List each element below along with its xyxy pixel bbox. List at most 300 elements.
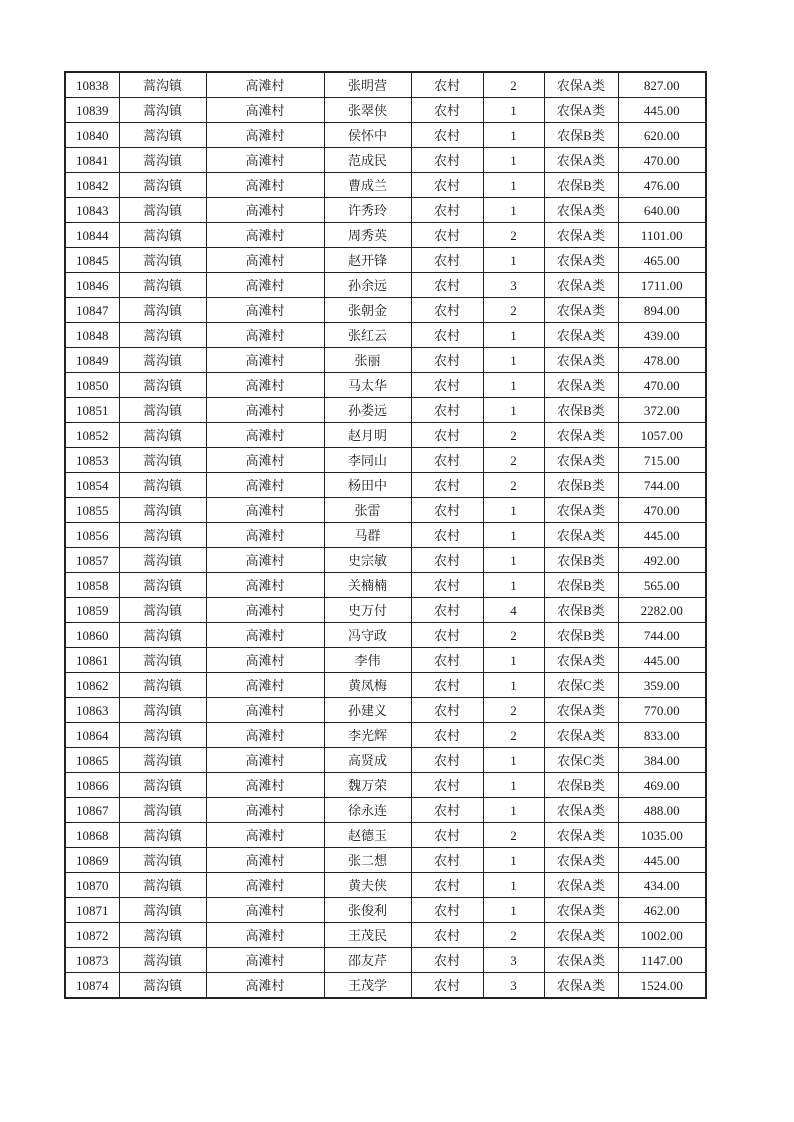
table-row — [65, 473, 706, 498]
insurance-category-cell: 农保B类 — [544, 473, 618, 498]
person-count-cell: 1 — [483, 773, 544, 798]
person-count-cell: 3 — [483, 973, 544, 999]
table-row — [65, 698, 706, 723]
residence-type-cell: 农村 — [411, 173, 483, 198]
amount-cell: 744.00 — [618, 473, 706, 498]
person-count-cell: 1 — [483, 173, 544, 198]
town-cell: 蒿沟镇 — [119, 798, 206, 823]
record-id-cell: 10859 — [65, 598, 119, 623]
village-cell: 高滩村 — [206, 98, 324, 123]
town-cell: 蒿沟镇 — [119, 323, 206, 348]
town-cell: 蒿沟镇 — [119, 473, 206, 498]
table-row — [65, 123, 706, 148]
residence-type-cell: 农村 — [411, 423, 483, 448]
town-cell: 蒿沟镇 — [119, 298, 206, 323]
record-id-cell: 10846 — [65, 273, 119, 298]
village-cell: 高滩村 — [206, 323, 324, 348]
insurance-category-cell: 农保A类 — [544, 723, 618, 748]
residence-type-cell: 农村 — [411, 798, 483, 823]
person-count-cell: 2 — [483, 623, 544, 648]
record-id-cell: 10863 — [65, 698, 119, 723]
village-cell: 高滩村 — [206, 873, 324, 898]
person-name-cell: 关楠楠 — [324, 573, 411, 598]
person-count-cell: 1 — [483, 648, 544, 673]
insurance-category-cell: 农保B类 — [544, 573, 618, 598]
insurance-category-cell: 农保A类 — [544, 498, 618, 523]
town-cell: 蒿沟镇 — [119, 598, 206, 623]
residence-type-cell: 农村 — [411, 523, 483, 548]
table-row — [65, 573, 706, 598]
table-row — [65, 873, 706, 898]
insurance-category-cell: 农保A类 — [544, 523, 618, 548]
village-cell: 高滩村 — [206, 248, 324, 273]
record-id-cell: 10874 — [65, 973, 119, 999]
insurance-category-cell: 农保A类 — [544, 198, 618, 223]
person-name-cell: 周秀英 — [324, 223, 411, 248]
person-name-cell: 马太华 — [324, 373, 411, 398]
residence-type-cell: 农村 — [411, 623, 483, 648]
person-count-cell: 2 — [483, 698, 544, 723]
residence-type-cell: 农村 — [411, 723, 483, 748]
village-cell: 高滩村 — [206, 423, 324, 448]
record-id-cell: 10851 — [65, 398, 119, 423]
person-count-cell: 2 — [483, 723, 544, 748]
table-row — [65, 948, 706, 973]
village-cell: 高滩村 — [206, 72, 324, 98]
person-count-cell: 3 — [483, 948, 544, 973]
table-row — [65, 748, 706, 773]
record-id-cell: 10862 — [65, 673, 119, 698]
person-name-cell: 魏万荣 — [324, 773, 411, 798]
village-cell: 高滩村 — [206, 623, 324, 648]
person-count-cell: 1 — [483, 98, 544, 123]
person-name-cell: 黄凤梅 — [324, 673, 411, 698]
person-name-cell: 侯怀中 — [324, 123, 411, 148]
record-id-cell: 10855 — [65, 498, 119, 523]
person-count-cell: 2 — [483, 448, 544, 473]
town-cell: 蒿沟镇 — [119, 623, 206, 648]
record-id-cell: 10870 — [65, 873, 119, 898]
insurance-category-cell: 农保A类 — [544, 448, 618, 473]
residence-type-cell: 农村 — [411, 448, 483, 473]
insurance-category-cell: 农保C类 — [544, 748, 618, 773]
amount-cell: 1002.00 — [618, 923, 706, 948]
person-name-cell: 李同山 — [324, 448, 411, 473]
village-cell: 高滩村 — [206, 673, 324, 698]
village-cell: 高滩村 — [206, 648, 324, 673]
person-name-cell: 赵月明 — [324, 423, 411, 448]
town-cell: 蒿沟镇 — [119, 898, 206, 923]
table-row — [65, 398, 706, 423]
residence-type-cell: 农村 — [411, 123, 483, 148]
person-name-cell: 张朝金 — [324, 298, 411, 323]
insurance-records-table — [64, 71, 707, 999]
record-id-cell: 10849 — [65, 348, 119, 373]
insurance-category-cell: 农保B类 — [544, 598, 618, 623]
residence-type-cell: 农村 — [411, 923, 483, 948]
village-cell: 高滩村 — [206, 798, 324, 823]
amount-cell: 439.00 — [618, 323, 706, 348]
person-name-cell: 张雷 — [324, 498, 411, 523]
record-id-cell: 10841 — [65, 148, 119, 173]
village-cell: 高滩村 — [206, 273, 324, 298]
insurance-category-cell: 农保A类 — [544, 373, 618, 398]
person-count-cell: 1 — [483, 873, 544, 898]
record-id-cell: 10844 — [65, 223, 119, 248]
insurance-category-cell: 农保B类 — [544, 123, 618, 148]
amount-cell: 445.00 — [618, 523, 706, 548]
record-id-cell: 10873 — [65, 948, 119, 973]
residence-type-cell: 农村 — [411, 648, 483, 673]
residence-type-cell: 农村 — [411, 948, 483, 973]
amount-cell: 372.00 — [618, 398, 706, 423]
table-row — [65, 923, 706, 948]
table-row — [65, 298, 706, 323]
person-name-cell: 赵德玉 — [324, 823, 411, 848]
residence-type-cell: 农村 — [411, 72, 483, 98]
person-name-cell: 王茂民 — [324, 923, 411, 948]
person-count-cell: 1 — [483, 248, 544, 273]
table-row — [65, 623, 706, 648]
insurance-category-cell: 农保A类 — [544, 348, 618, 373]
residence-type-cell: 农村 — [411, 973, 483, 999]
town-cell: 蒿沟镇 — [119, 423, 206, 448]
table-row — [65, 848, 706, 873]
town-cell: 蒿沟镇 — [119, 673, 206, 698]
amount-cell: 469.00 — [618, 773, 706, 798]
person-count-cell: 1 — [483, 573, 544, 598]
person-count-cell: 1 — [483, 373, 544, 398]
table-row — [65, 723, 706, 748]
person-count-cell: 2 — [483, 473, 544, 498]
amount-cell: 445.00 — [618, 648, 706, 673]
residence-type-cell: 农村 — [411, 598, 483, 623]
town-cell: 蒿沟镇 — [119, 223, 206, 248]
town-cell: 蒿沟镇 — [119, 548, 206, 573]
table-row — [65, 148, 706, 173]
record-id-cell: 10869 — [65, 848, 119, 873]
residence-type-cell: 农村 — [411, 298, 483, 323]
person-name-cell: 李伟 — [324, 648, 411, 673]
table-row — [65, 72, 706, 98]
village-cell: 高滩村 — [206, 898, 324, 923]
amount-cell: 715.00 — [618, 448, 706, 473]
residence-type-cell: 农村 — [411, 223, 483, 248]
record-id-cell: 10847 — [65, 298, 119, 323]
record-id-cell: 10852 — [65, 423, 119, 448]
town-cell: 蒿沟镇 — [119, 773, 206, 798]
town-cell: 蒿沟镇 — [119, 373, 206, 398]
table-row — [65, 223, 706, 248]
person-count-cell: 4 — [483, 598, 544, 623]
person-name-cell: 孙建义 — [324, 698, 411, 723]
residence-type-cell: 农村 — [411, 373, 483, 398]
table-row — [65, 498, 706, 523]
village-cell: 高滩村 — [206, 698, 324, 723]
residence-type-cell: 农村 — [411, 323, 483, 348]
insurance-category-cell: 农保A类 — [544, 973, 618, 999]
record-id-cell: 10865 — [65, 748, 119, 773]
insurance-category-cell: 农保A类 — [544, 873, 618, 898]
person-count-cell: 1 — [483, 748, 544, 773]
residence-type-cell: 农村 — [411, 823, 483, 848]
town-cell: 蒿沟镇 — [119, 148, 206, 173]
town-cell: 蒿沟镇 — [119, 948, 206, 973]
person-name-cell: 史万付 — [324, 598, 411, 623]
person-count-cell: 1 — [483, 898, 544, 923]
person-name-cell: 杨田中 — [324, 473, 411, 498]
amount-cell: 640.00 — [618, 198, 706, 223]
amount-cell: 1101.00 — [618, 223, 706, 248]
town-cell: 蒿沟镇 — [119, 248, 206, 273]
residence-type-cell: 农村 — [411, 198, 483, 223]
amount-cell: 465.00 — [618, 248, 706, 273]
record-id-cell: 10848 — [65, 323, 119, 348]
person-name-cell: 孙娄远 — [324, 398, 411, 423]
record-id-cell: 10850 — [65, 373, 119, 398]
village-cell: 高滩村 — [206, 848, 324, 873]
insurance-category-cell: 农保B类 — [544, 548, 618, 573]
town-cell: 蒿沟镇 — [119, 973, 206, 999]
table-row — [65, 273, 706, 298]
person-name-cell: 范成民 — [324, 148, 411, 173]
residence-type-cell: 农村 — [411, 248, 483, 273]
amount-cell: 476.00 — [618, 173, 706, 198]
person-name-cell: 张二想 — [324, 848, 411, 873]
village-cell: 高滩村 — [206, 198, 324, 223]
person-count-cell: 1 — [483, 848, 544, 873]
table-row — [65, 173, 706, 198]
person-name-cell: 徐永连 — [324, 798, 411, 823]
village-cell: 高滩村 — [206, 948, 324, 973]
village-cell: 高滩村 — [206, 223, 324, 248]
records-table-body — [65, 72, 706, 998]
person-name-cell: 史宗敏 — [324, 548, 411, 573]
amount-cell: 434.00 — [618, 873, 706, 898]
insurance-category-cell: 农保A类 — [544, 423, 618, 448]
table-row — [65, 348, 706, 373]
amount-cell: 445.00 — [618, 848, 706, 873]
amount-cell: 744.00 — [618, 623, 706, 648]
person-name-cell: 李光辉 — [324, 723, 411, 748]
village-cell: 高滩村 — [206, 498, 324, 523]
person-name-cell: 王茂学 — [324, 973, 411, 999]
insurance-category-cell: 农保A类 — [544, 823, 618, 848]
person-count-cell: 1 — [483, 398, 544, 423]
person-name-cell: 邵友芹 — [324, 948, 411, 973]
record-id-cell: 10858 — [65, 573, 119, 598]
record-id-cell: 10842 — [65, 173, 119, 198]
person-name-cell: 冯守政 — [324, 623, 411, 648]
amount-cell: 894.00 — [618, 298, 706, 323]
residence-type-cell: 农村 — [411, 873, 483, 898]
person-name-cell: 张明营 — [324, 72, 411, 98]
record-id-cell: 10839 — [65, 98, 119, 123]
insurance-category-cell: 农保A类 — [544, 798, 618, 823]
amount-cell: 833.00 — [618, 723, 706, 748]
amount-cell: 462.00 — [618, 898, 706, 923]
village-cell: 高滩村 — [206, 148, 324, 173]
record-id-cell: 10840 — [65, 123, 119, 148]
record-id-cell: 10860 — [65, 623, 119, 648]
amount-cell: 470.00 — [618, 498, 706, 523]
amount-cell: 492.00 — [618, 548, 706, 573]
person-name-cell: 张红云 — [324, 323, 411, 348]
residence-type-cell: 农村 — [411, 348, 483, 373]
record-id-cell: 10838 — [65, 72, 119, 98]
insurance-category-cell: 农保A类 — [544, 223, 618, 248]
table-row — [65, 648, 706, 673]
table-row — [65, 198, 706, 223]
person-name-cell: 孙余远 — [324, 273, 411, 298]
village-cell: 高滩村 — [206, 398, 324, 423]
residence-type-cell: 农村 — [411, 273, 483, 298]
person-count-cell: 3 — [483, 273, 544, 298]
insurance-category-cell: 农保A类 — [544, 298, 618, 323]
amount-cell: 1057.00 — [618, 423, 706, 448]
person-name-cell: 赵开锋 — [324, 248, 411, 273]
village-cell: 高滩村 — [206, 173, 324, 198]
person-name-cell: 许秀玲 — [324, 198, 411, 223]
town-cell: 蒿沟镇 — [119, 98, 206, 123]
village-cell: 高滩村 — [206, 298, 324, 323]
table-row — [65, 823, 706, 848]
insurance-category-cell: 农保A类 — [544, 323, 618, 348]
village-cell: 高滩村 — [206, 573, 324, 598]
town-cell: 蒿沟镇 — [119, 198, 206, 223]
record-id-cell: 10871 — [65, 898, 119, 923]
town-cell: 蒿沟镇 — [119, 873, 206, 898]
record-id-cell: 10861 — [65, 648, 119, 673]
table-row — [65, 798, 706, 823]
insurance-category-cell: 农保B类 — [544, 623, 618, 648]
record-id-cell: 10843 — [65, 198, 119, 223]
village-cell: 高滩村 — [206, 548, 324, 573]
residence-type-cell: 农村 — [411, 548, 483, 573]
residence-type-cell: 农村 — [411, 698, 483, 723]
village-cell: 高滩村 — [206, 748, 324, 773]
table-row — [65, 773, 706, 798]
town-cell: 蒿沟镇 — [119, 823, 206, 848]
town-cell: 蒿沟镇 — [119, 648, 206, 673]
person-count-cell: 1 — [483, 348, 544, 373]
person-count-cell: 1 — [483, 123, 544, 148]
table-row — [65, 373, 706, 398]
residence-type-cell: 农村 — [411, 898, 483, 923]
residence-type-cell: 农村 — [411, 773, 483, 798]
residence-type-cell: 农村 — [411, 748, 483, 773]
town-cell: 蒿沟镇 — [119, 348, 206, 373]
insurance-category-cell: 农保A类 — [544, 848, 618, 873]
town-cell: 蒿沟镇 — [119, 848, 206, 873]
record-id-cell: 10866 — [65, 773, 119, 798]
town-cell: 蒿沟镇 — [119, 498, 206, 523]
person-count-cell: 2 — [483, 298, 544, 323]
amount-cell: 770.00 — [618, 698, 706, 723]
table-row — [65, 423, 706, 448]
village-cell: 高滩村 — [206, 348, 324, 373]
person-count-cell: 1 — [483, 798, 544, 823]
record-id-cell: 10853 — [65, 448, 119, 473]
insurance-category-cell: 农保A类 — [544, 72, 618, 98]
amount-cell: 1711.00 — [618, 273, 706, 298]
village-cell: 高滩村 — [206, 473, 324, 498]
town-cell: 蒿沟镇 — [119, 698, 206, 723]
amount-cell: 620.00 — [618, 123, 706, 148]
table-row — [65, 323, 706, 348]
record-id-cell: 10868 — [65, 823, 119, 848]
insurance-category-cell: 农保A类 — [544, 248, 618, 273]
amount-cell: 384.00 — [618, 748, 706, 773]
residence-type-cell: 农村 — [411, 98, 483, 123]
village-cell: 高滩村 — [206, 773, 324, 798]
residence-type-cell: 农村 — [411, 673, 483, 698]
table-row — [65, 523, 706, 548]
village-cell: 高滩村 — [206, 723, 324, 748]
insurance-category-cell: 农保A类 — [544, 898, 618, 923]
amount-cell: 488.00 — [618, 798, 706, 823]
table-row — [65, 598, 706, 623]
insurance-category-cell: 农保A类 — [544, 648, 618, 673]
record-id-cell: 10856 — [65, 523, 119, 548]
amount-cell: 445.00 — [618, 98, 706, 123]
table-row — [65, 973, 706, 999]
insurance-category-cell: 农保B类 — [544, 173, 618, 198]
village-cell: 高滩村 — [206, 598, 324, 623]
person-count-cell: 1 — [483, 673, 544, 698]
record-id-cell: 10857 — [65, 548, 119, 573]
person-count-cell: 1 — [483, 323, 544, 348]
residence-type-cell: 农村 — [411, 498, 483, 523]
town-cell: 蒿沟镇 — [119, 723, 206, 748]
amount-cell: 1147.00 — [618, 948, 706, 973]
insurance-category-cell: 农保B类 — [544, 398, 618, 423]
amount-cell: 478.00 — [618, 348, 706, 373]
person-count-cell: 2 — [483, 223, 544, 248]
residence-type-cell: 农村 — [411, 398, 483, 423]
town-cell: 蒿沟镇 — [119, 123, 206, 148]
town-cell: 蒿沟镇 — [119, 523, 206, 548]
town-cell: 蒿沟镇 — [119, 273, 206, 298]
amount-cell: 1035.00 — [618, 823, 706, 848]
town-cell: 蒿沟镇 — [119, 398, 206, 423]
insurance-category-cell: 农保A类 — [544, 98, 618, 123]
table-row — [65, 548, 706, 573]
village-cell: 高滩村 — [206, 823, 324, 848]
village-cell: 高滩村 — [206, 973, 324, 999]
table-row — [65, 248, 706, 273]
person-name-cell: 张翠侠 — [324, 98, 411, 123]
record-id-cell: 10864 — [65, 723, 119, 748]
person-name-cell: 张丽 — [324, 348, 411, 373]
amount-cell: 1524.00 — [618, 973, 706, 999]
record-id-cell: 10867 — [65, 798, 119, 823]
person-count-cell: 1 — [483, 148, 544, 173]
village-cell: 高滩村 — [206, 123, 324, 148]
person-name-cell: 马群 — [324, 523, 411, 548]
residence-type-cell: 农村 — [411, 148, 483, 173]
town-cell: 蒿沟镇 — [119, 923, 206, 948]
person-count-cell: 2 — [483, 823, 544, 848]
person-count-cell: 1 — [483, 198, 544, 223]
village-cell: 高滩村 — [206, 523, 324, 548]
person-count-cell: 1 — [483, 498, 544, 523]
amount-cell: 827.00 — [618, 72, 706, 98]
amount-cell: 470.00 — [618, 148, 706, 173]
amount-cell: 359.00 — [618, 673, 706, 698]
record-id-cell: 10854 — [65, 473, 119, 498]
town-cell: 蒿沟镇 — [119, 748, 206, 773]
